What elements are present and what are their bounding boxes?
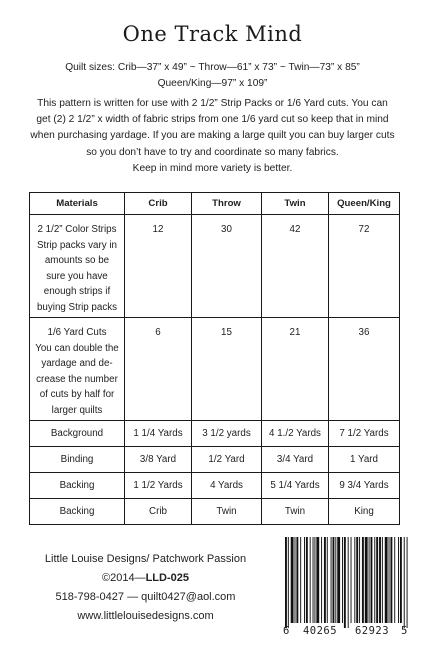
quantity-cell: 72 <box>329 215 400 318</box>
table-row <box>30 447 400 473</box>
barcode-check-digit: 5 <box>401 625 408 637</box>
material-line: of cuts by half for <box>39 389 115 400</box>
quantity-cell: 4 Yards <box>192 473 262 499</box>
material-line: amounts so be <box>44 255 110 266</box>
quilt-sizes-line: Queen/King—97” x 109” <box>157 78 268 89</box>
material-line: 2 1/2” Color Strips <box>37 224 117 235</box>
column-header: Crib <box>125 193 192 215</box>
table-row <box>30 318 400 421</box>
quantity-cell: Crib <box>125 499 192 525</box>
material-line: 1/6 Yard Cuts <box>47 327 107 338</box>
table-row <box>30 499 400 525</box>
quilt-sizes-line: Quilt sizes: Crib—37” x 49” ~ Throw—61” x 73” ~ Twin—73” x 85” <box>65 62 360 73</box>
contact-line: 518-798-0427 — quilt0427@aol.com <box>55 591 236 603</box>
column-header: Twin <box>262 193 329 215</box>
material-line: You can double the <box>35 342 119 354</box>
barcode-first-digit: 6 <box>283 625 290 637</box>
barcode-right-group: 62923 <box>354 625 390 637</box>
material-line: buying Strip packs <box>36 301 118 313</box>
quantity-cell: 3 1/2 yards <box>192 421 262 447</box>
company-name: Little Louise Designs/ Patchwork Passion <box>44 553 247 565</box>
barcode-left-group: 40265 <box>302 625 338 637</box>
description-line: This pattern is written for use with 2 1/2” Strip Packs or 1/6 Yard cuts. You can <box>37 98 388 109</box>
quilt-sizes <box>30 60 395 92</box>
material-line: Strip packs vary in <box>36 239 118 251</box>
column-header: Throw <box>192 193 262 215</box>
quantity-cell: 30 <box>192 215 262 318</box>
quantity-cell: 36 <box>329 318 400 421</box>
table-row <box>30 421 400 447</box>
material-line: enough strips if <box>43 286 111 297</box>
quantity-cell: 5 1/4 Yards <box>262 473 329 499</box>
material-line: yardage and de- <box>41 358 113 369</box>
quantity-cell: 3/4 Yard <box>262 447 329 473</box>
quantity-cell: 1 Yard <box>329 447 400 473</box>
copyright-prefix: ©2014— <box>102 572 146 584</box>
quantity-cell: 9 3/4 Yards <box>329 473 400 499</box>
quantity-cell: 12 <box>125 215 192 318</box>
material-cell: Binding <box>30 447 125 473</box>
quantity-cell: 6 <box>125 318 192 421</box>
material-cell: Background <box>30 421 125 447</box>
description-line: when purchasing yardage. If you are making a large quilt you can buy larger cuts <box>30 130 395 142</box>
quantity-cell: 1/2 Yard <box>192 447 262 473</box>
pattern-code: LLD-025 <box>145 572 189 584</box>
description-line: get (2) 2 1/2” x width of fabric strips from one 1/6 yard cut so keep that in mind <box>36 114 389 126</box>
description-line: so you don’t have to try and coordinate so many fabrics. <box>86 146 339 158</box>
quantity-cell: 3/8 Yard <box>125 447 192 473</box>
material-line: crease the number <box>36 373 118 385</box>
website-link: www.littlelouisedesigns.com <box>77 610 214 622</box>
footer <box>18 550 273 626</box>
quantity-cell: Twin <box>192 499 262 525</box>
quantity-cell: 42 <box>262 215 329 318</box>
description-line: Keep in mind more variety is better. <box>132 162 293 174</box>
quantity-cell: 21 <box>262 318 329 421</box>
quantity-cell: 7 1/2 Yards <box>329 421 400 447</box>
quantity-cell: 4 1./2 Yards <box>262 421 329 447</box>
quantity-cell: Twin <box>262 499 329 525</box>
table-header-row <box>30 193 400 215</box>
pattern-title: One Track Mind <box>122 22 303 46</box>
material-line: larger quilts <box>51 404 103 416</box>
table-row <box>30 473 400 499</box>
material-cell: Backing <box>30 499 125 525</box>
copyright-line <box>18 569 273 588</box>
material-cell <box>30 318 125 421</box>
quantity-cell: 1 1/4 Yards <box>125 421 192 447</box>
table-row <box>30 215 400 318</box>
materials-table <box>29 192 400 525</box>
column-header: Queen/King <box>329 193 400 215</box>
material-cell <box>30 215 125 318</box>
barcode-icon <box>283 537 410 628</box>
quantity-cell: 15 <box>192 318 262 421</box>
pattern-description <box>28 96 397 177</box>
barcode-number <box>283 625 410 639</box>
material-line: sure you have <box>46 270 108 282</box>
material-cell: Backing <box>30 473 125 499</box>
quantity-cell: 1 1/2 Yards <box>125 473 192 499</box>
column-header: Materials <box>30 193 125 215</box>
quantity-cell: King <box>329 499 400 525</box>
